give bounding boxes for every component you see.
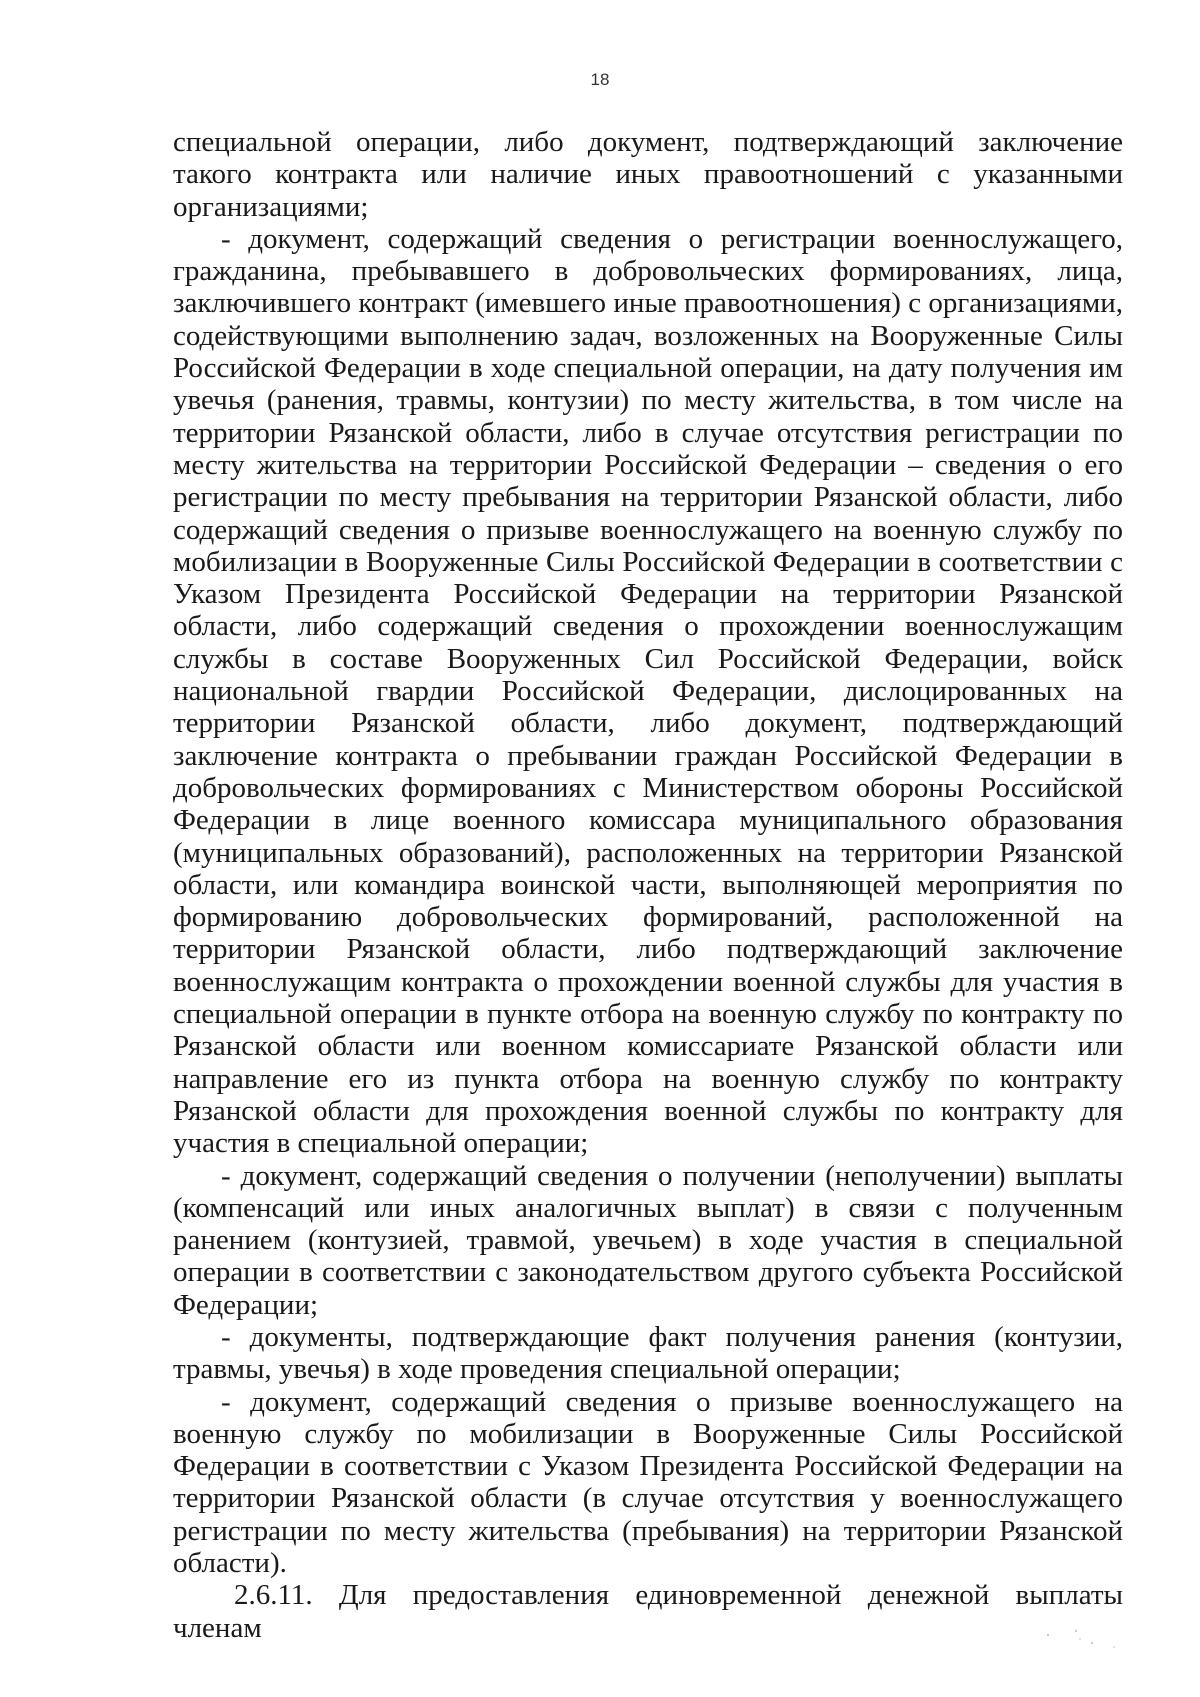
page-number: 18	[590, 70, 610, 89]
paragraph-injury-documents: - документы, подтверждающие факт получения ранения (контузии, травмы, увечья) в ходе проведения специальной операции;	[173, 1320, 1123, 1386]
paragraph-section-2-6-11: 2.6.11. Для предоставления единовременной денежной выплаты членам	[173, 1579, 1123, 1644]
scan-artifact-marks	[1040, 1625, 1140, 1655]
document-body	[173, 126, 1123, 1644]
paragraph-payment-document: - документ, содержащий сведения о получении (неполучении) выплаты (компенсаций или иных аналогичных выплат) в связи с полученным ранением (контузией, травмой, увечьем) в ходе участия в специальной операции в соответствии с законодательством другого субъекта Российской Федерации;	[173, 1159, 1123, 1321]
paragraph-continuation: специальной операции, либо документ, подтверждающий заключение такого контракта или наличие иных правоотношений с указанными организациями;	[173, 126, 1123, 223]
paragraph-mobilization-document: - документ, содержащий сведения о призыве военнослужащего на военную службу по мобилизации в Вооруженные Силы Российской Федерации в соответствии с Указом Президента Российской Федерации на территории Рязанской области (в случае отсутствия у военнослужащего регистрации по месту жительства (пребывания) на территории Рязанской области).	[173, 1385, 1123, 1580]
paragraph-registration-document: - документ, содержащий сведения о регистрации военнослужащего, гражданина, пребывавшего в добровольческих формированиях, лица, заключившего контракт (имевшего иные правоотношения) с организациями, содействующими выполнению задач, возложенных на Вооруженные Силы Российской Федерации в ходе специальной операции, на дату получения им увечья (ранения, травмы, контузии) по месту жительства, в том числе на территории Рязанской области, либо в случае отсутствия регистрации по месту жительства на территории Российской Федерации – сведения о его регистрации по месту пребывания на территории Рязанской области, либо содержащий сведения о призыве военнослужащего на военную службу по мобилизации в Вооруженные Силы Российской Федерации в соответствии с Указом Президента Российской Федерации на территории Рязанской области, либо содержащий сведения о прохождении военнослужащим службы в составе Вооруженных Сил Российской Федерации, войск национальной гвардии Российской Федерации, дислоцированных на территории Рязанской области, либо документ, подтверждающий заключение контракта о пребывании граждан Российской Федерации в добровольческих формированиях с Министерством обороны Российской Федерации в лице военного комиссара муниципального образования (муниципальных образований), расположенных на территории Рязанской области, или командира воинской части, выполняющей мероприятия по формированию добровольческих формирований, расположенной на территории Рязанской области, либо подтверждающий заключение военнослужащим контракта о прохождении военной службы для участия в специальной операции в пункте отбора на военную службу по контракту по Рязанской области или военном комиссариате Рязанской области или направление его из пункта отбора на военную службу по контракту Рязанской области для прохождения военной службы по контракту для участия в специальной операции;	[173, 222, 1123, 1160]
